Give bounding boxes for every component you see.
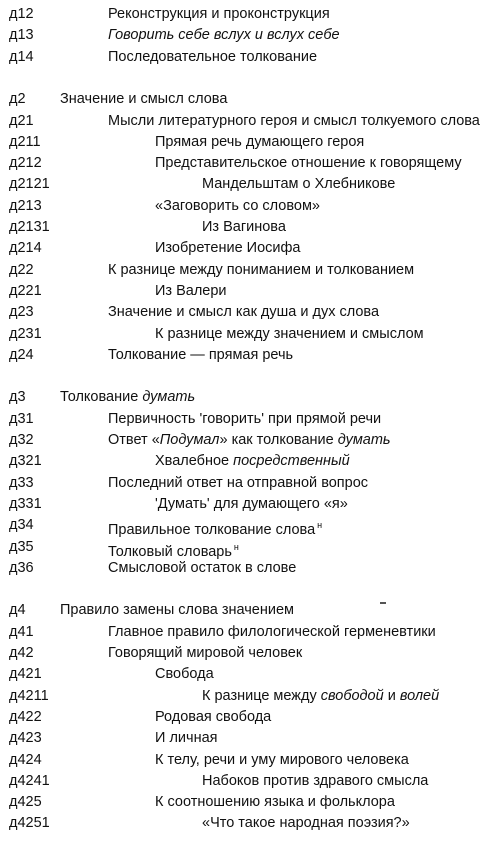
toc-entry-code: д321 bbox=[9, 453, 42, 470]
toc-entry bbox=[0, 664, 481, 684]
toc-entry-title: Правильное толкование слова $^н$ bbox=[108, 520, 323, 539]
toc-entry bbox=[0, 281, 481, 301]
toc-entry bbox=[0, 4, 481, 24]
toc-entry-title: Реконструкция и проконструкция bbox=[108, 6, 330, 22]
toc-entry-code: д22 bbox=[9, 261, 34, 278]
toc-entry-title: Из Валери bbox=[155, 282, 227, 299]
toc-entry-title: «Заговорить со словом» bbox=[155, 197, 320, 214]
toc-entry-code: д21 bbox=[9, 112, 34, 129]
toc-entry-code: д231 bbox=[9, 325, 42, 342]
toc-entry bbox=[0, 174, 481, 194]
toc-entry-code: д36 bbox=[9, 559, 34, 576]
toc-entry bbox=[0, 515, 481, 539]
toc-entry bbox=[0, 622, 481, 642]
toc-entry-title: Свобода bbox=[155, 666, 214, 683]
toc-entry-title: Последовательное толкование bbox=[108, 48, 318, 65]
toc-entry bbox=[0, 217, 481, 237]
toc-entry-code: д4211 bbox=[9, 687, 49, 704]
toc-entry-title: Главное правило филологической герменевтики bbox=[108, 623, 436, 640]
toc-entry-code: д331 bbox=[9, 495, 42, 512]
toc-entry-code: д211 bbox=[9, 133, 41, 150]
toc-entry bbox=[0, 686, 481, 706]
toc-entry bbox=[0, 387, 481, 407]
toc-entry-title: Мысли литературного героя и смысл толкуемого слова bbox=[108, 112, 480, 129]
toc-entry-title: К телу, речи и уму мирового человека bbox=[155, 751, 409, 768]
toc-entry-title: 'Думать' для думающего «я» bbox=[155, 495, 348, 512]
toc-entry-title: Ответ «Подумал» как толкование думать bbox=[108, 432, 391, 448]
toc-entry bbox=[0, 707, 481, 727]
toc-entry-code: д24 bbox=[9, 346, 34, 363]
toc-entry-title: Первичность 'говорить' при прямой речи bbox=[108, 410, 382, 427]
toc-entry bbox=[0, 196, 481, 216]
toc-entry-code: д31 bbox=[9, 410, 34, 427]
toc-entry-title: Значение и смысл как душа и дух слова bbox=[108, 304, 380, 321]
toc-entry-code: д41 bbox=[9, 623, 34, 640]
toc-entry-title: Последний ответ на отправной вопрос bbox=[108, 474, 369, 491]
toc-entry-title: Толкование — прямая речь bbox=[108, 346, 294, 363]
toc-entry-code: д12 bbox=[9, 6, 34, 22]
toc-entry-title: Прямая речь думающего героя bbox=[155, 133, 365, 150]
toc-entry-title: Представительское отношение к говорящему bbox=[155, 155, 462, 172]
toc-entry-title: Говорить себе вслух и вслух себе bbox=[108, 27, 340, 44]
toc-entry bbox=[0, 750, 481, 770]
toc-entry bbox=[0, 771, 481, 791]
toc-entry bbox=[0, 111, 481, 131]
toc-entry-code: д42 bbox=[9, 645, 34, 661]
toc-entry-code: д4251 bbox=[9, 815, 50, 832]
toc-entry-title: Мандельштам о Хлебникове bbox=[202, 176, 396, 193]
toc-entry-code: д212 bbox=[9, 155, 42, 172]
toc-entry-code: д425 bbox=[9, 794, 42, 811]
note-mark: н bbox=[233, 541, 239, 552]
toc-entry-code: д14 bbox=[9, 48, 34, 65]
toc-entry bbox=[0, 430, 481, 450]
toc-entry bbox=[0, 643, 481, 663]
stray-mark bbox=[380, 602, 386, 604]
toc-entry-code: д423 bbox=[9, 730, 42, 747]
toc-entry-code: д424 bbox=[9, 751, 42, 768]
toc-entry bbox=[0, 451, 481, 471]
toc-entry-code: д4241 bbox=[9, 772, 50, 789]
toc-entry-title: И личная bbox=[155, 730, 218, 747]
toc-entry-title: Смысловой остаток в слове bbox=[108, 559, 297, 576]
toc-entry-code: д35 bbox=[9, 538, 34, 555]
toc-entry-code: д213 bbox=[9, 197, 42, 214]
toc-entry-title: Правило замены слова значением bbox=[60, 602, 295, 619]
toc-entry-title: Из Вагинова bbox=[202, 219, 286, 235]
toc-entry-code: д422 bbox=[9, 708, 42, 725]
toc-entry bbox=[0, 792, 481, 812]
toc-entry-title: К соотношению языка и фольклора bbox=[155, 794, 395, 811]
toc-entry-code: д23 bbox=[9, 304, 34, 321]
toc-entry bbox=[0, 813, 481, 833]
toc-entry bbox=[0, 302, 481, 322]
toc-entry-code: д32 bbox=[9, 432, 34, 448]
note-mark: н bbox=[317, 520, 323, 531]
toc-entry bbox=[0, 600, 481, 620]
toc-entry-code: д34 bbox=[9, 517, 34, 534]
toc-entry bbox=[0, 728, 481, 748]
toc-entry-title: Значение и смысл слова bbox=[60, 91, 228, 108]
toc-entry-code: д4 bbox=[9, 602, 26, 619]
toc-entry-code: д3 bbox=[9, 389, 26, 406]
toc-entry bbox=[0, 89, 481, 109]
toc-entry bbox=[0, 260, 481, 280]
toc-entry bbox=[0, 25, 481, 45]
toc-entry-code: д2121 bbox=[9, 176, 50, 193]
toc-entry-title: Набоков против здравого смысла bbox=[202, 772, 429, 789]
toc-entry-code: д2 bbox=[9, 91, 26, 108]
toc-entry-title: Родовая свобода bbox=[155, 708, 272, 725]
toc-entry-code: д33 bbox=[9, 474, 34, 491]
toc-entry-code: д221 bbox=[9, 282, 42, 299]
toc-entry bbox=[0, 473, 481, 493]
toc-entry-title: Хвалебное посредственный bbox=[155, 453, 350, 470]
toc-entry bbox=[0, 47, 481, 67]
toc-entry-title: Говорящий мировой человек bbox=[108, 645, 303, 661]
toc-entry-code: д214 bbox=[9, 240, 42, 257]
toc-entry bbox=[0, 537, 481, 560]
toc-entry-title: Толкование думать bbox=[60, 389, 196, 406]
toc-entry bbox=[0, 324, 481, 344]
toc-entry-code: д13 bbox=[9, 27, 34, 44]
toc-entry-title: К разнице между значением и смыслом bbox=[155, 325, 424, 342]
toc-entry-title: Изобретение Иосифа bbox=[155, 240, 301, 257]
toc-entry bbox=[0, 494, 481, 514]
toc-entry bbox=[0, 153, 481, 173]
toc-entry-code: д421 bbox=[9, 666, 42, 683]
toc-entry bbox=[0, 558, 481, 578]
toc-entry-title: Толковый словарь $^н$ bbox=[108, 541, 239, 560]
toc-entry-title: К разнице между пониманием и толкованием bbox=[108, 261, 415, 278]
toc-entry bbox=[0, 238, 481, 258]
toc-entry bbox=[0, 345, 481, 365]
toc-entry-code: д2131 bbox=[9, 219, 50, 235]
toc-entry bbox=[0, 132, 481, 152]
toc-entry bbox=[0, 409, 481, 429]
toc-entry-title: К разнице между свободой и волей bbox=[202, 687, 440, 704]
toc-entry-title: «Что такое народная поэзия?» bbox=[202, 815, 410, 832]
